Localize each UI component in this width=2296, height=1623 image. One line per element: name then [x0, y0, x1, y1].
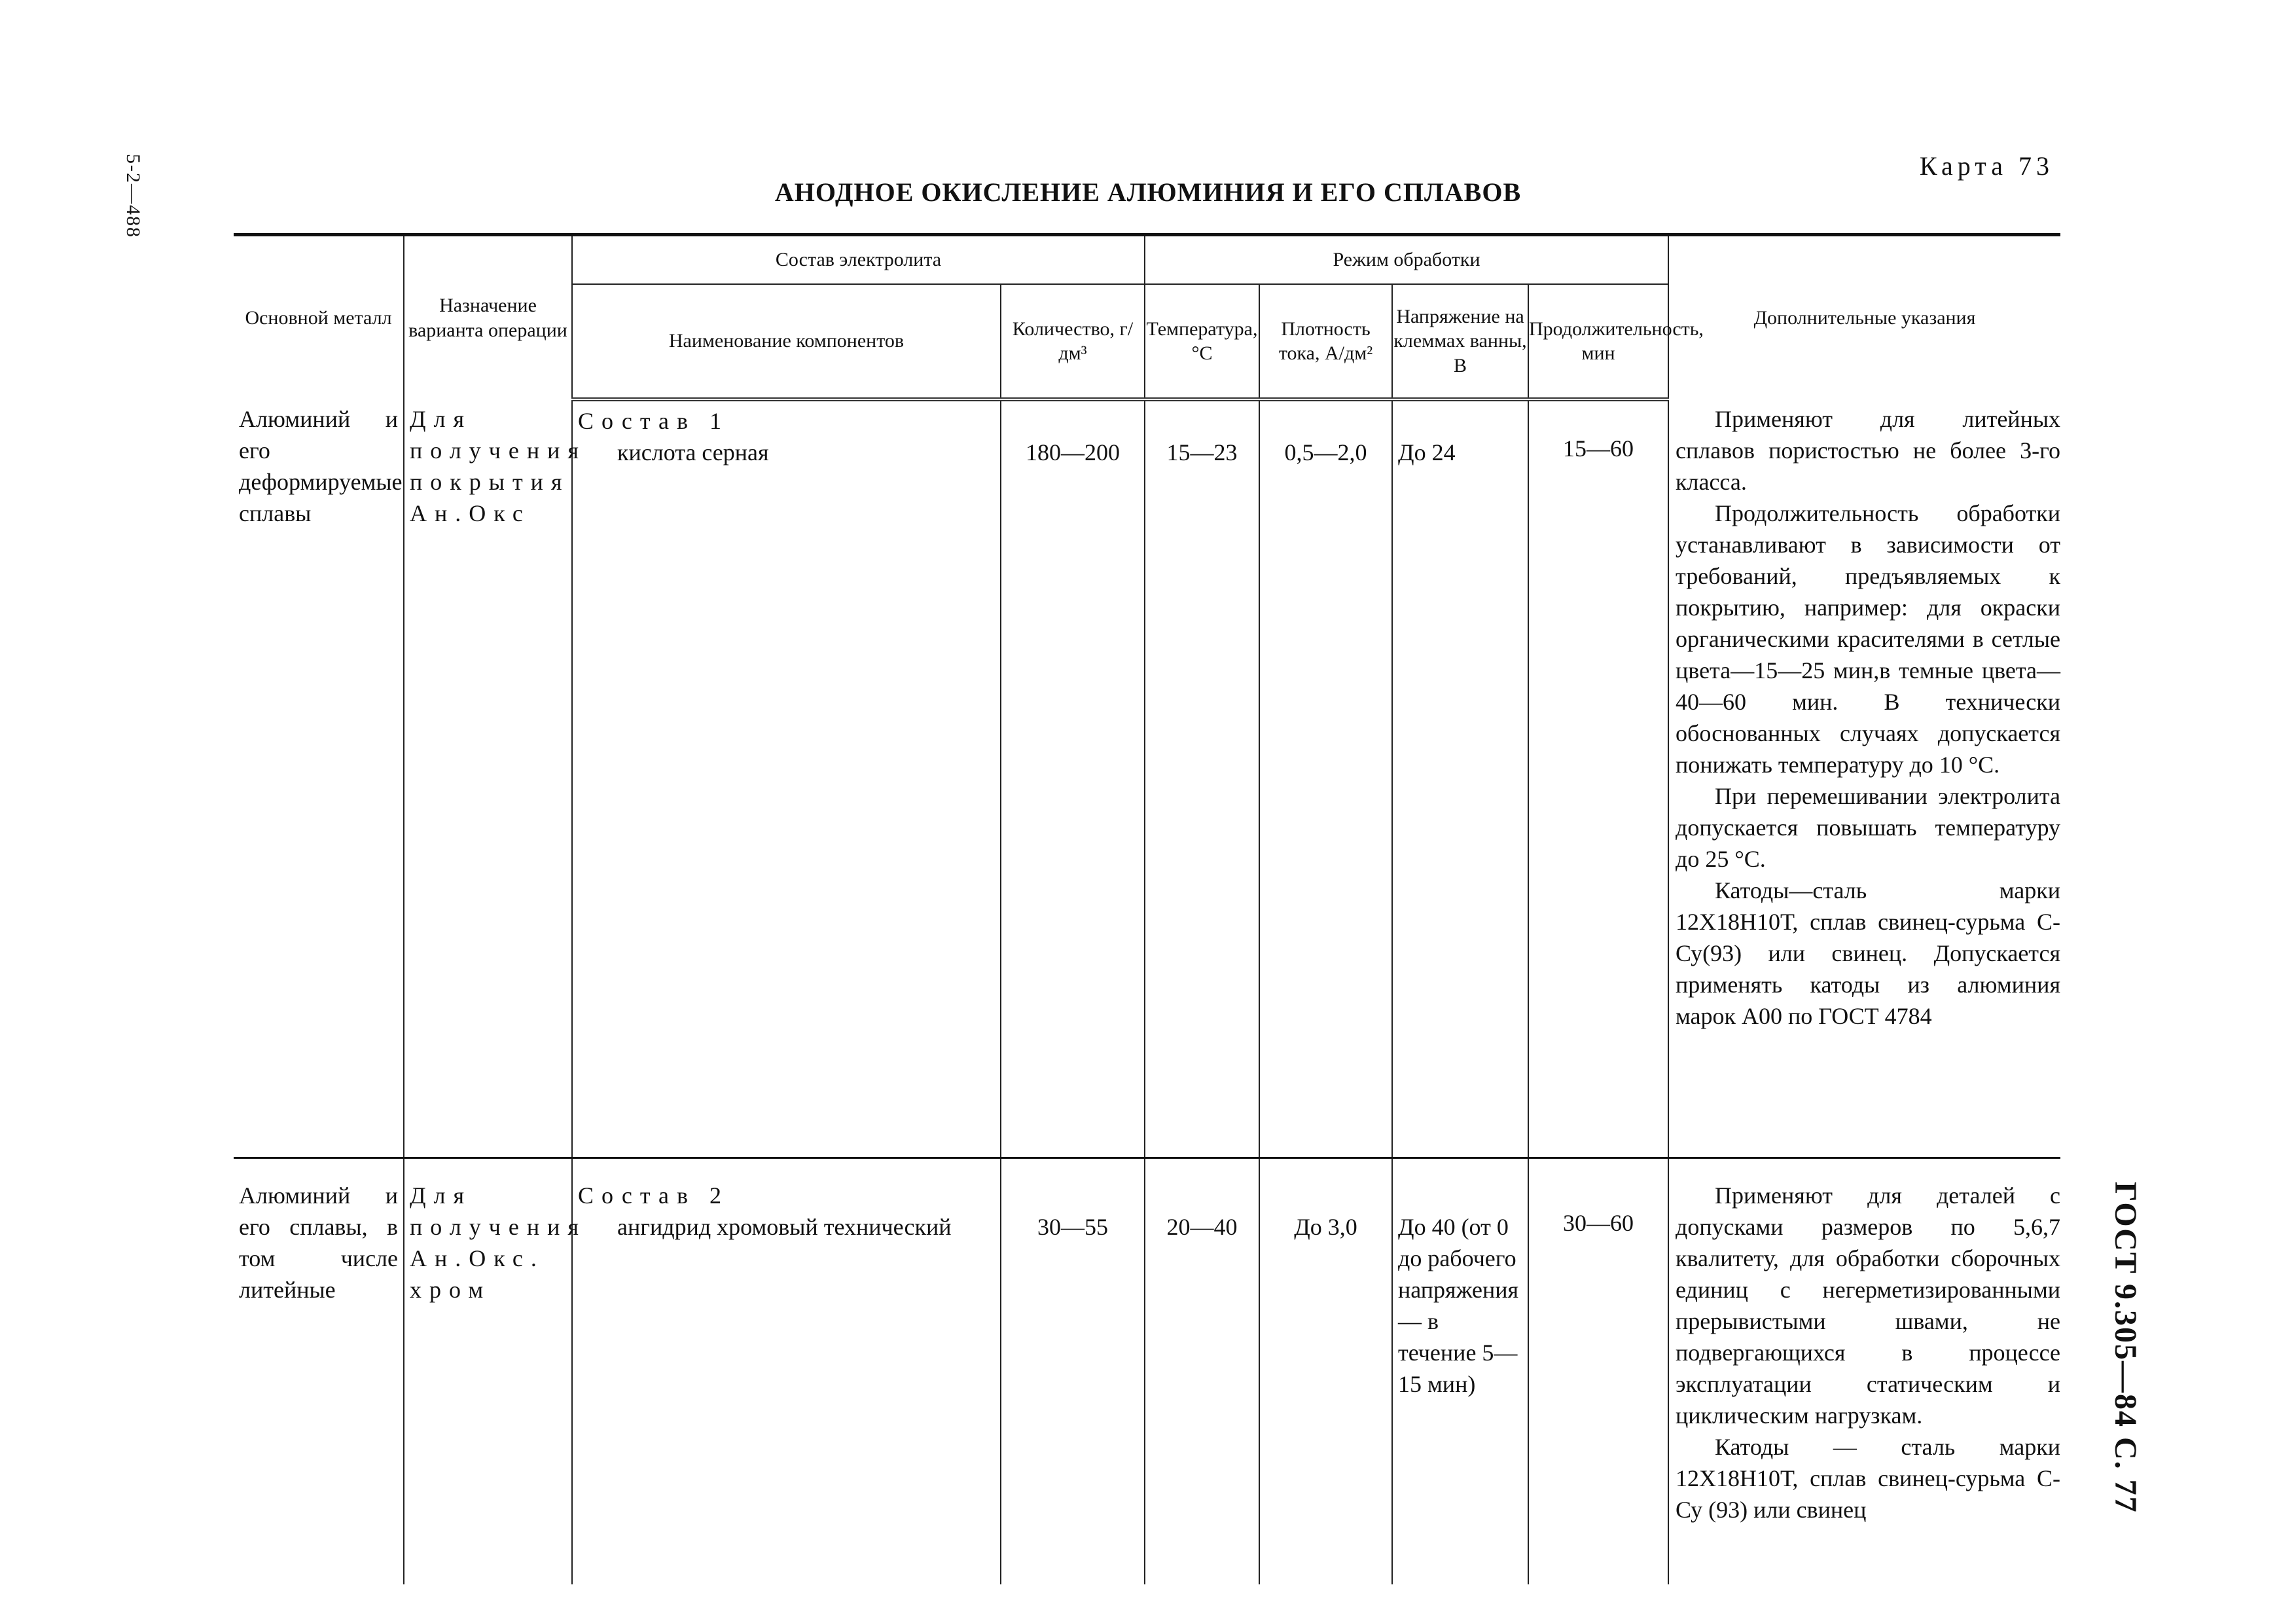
component-name: кислота серная [617, 439, 769, 465]
card-number: Карта 73 [1919, 151, 2054, 181]
table-row [234, 399, 2060, 1158]
row-composition [572, 1158, 1001, 1585]
table-row [234, 1158, 2060, 1585]
header-purpose: Назначение варианта операции [404, 235, 572, 400]
header-electrolyte-group: Состав электролита [572, 235, 1145, 285]
row-duration: 30—60 [1528, 1158, 1668, 1585]
header-quantity: Количество, г/дм³ [1001, 284, 1145, 399]
row-quantity: 180—200 [1001, 399, 1145, 1158]
row-metal: Алюминий и его деформируемые сплавы [234, 399, 404, 1158]
composition-label: Состав 1 [578, 408, 730, 434]
header-notes: Дополнительные указания [1668, 235, 2060, 400]
row-notes [1668, 399, 2060, 1158]
header-voltage: Напряжение на клеммах ванны, В [1392, 284, 1528, 399]
note-paragraph: Применяют для деталей с допусками размеров по 5,6,7 квалитету, для обработки сборочных единиц с негерметизированными прерывистыми швами, не подвергающихся в процессе эксплуатации статическим и циклическим нагрузкам. [1676, 1182, 2061, 1429]
row-temperature: 15—23 [1145, 399, 1259, 1158]
row-voltage: До 24 [1392, 399, 1528, 1158]
note-paragraph: Катоды — сталь марки 12Х18Н10Т, сплав свинец-сурьма С-Су (93) или свинец [1676, 1434, 2061, 1523]
row-temperature: 20—40 [1145, 1158, 1259, 1585]
header-mode-group: Режим обработки [1145, 235, 1668, 285]
header-component-name: Наименование компонентов [572, 284, 1001, 399]
header-current-density: Плотность тока, А/дм² [1259, 284, 1392, 399]
header-metal: Основной металл [234, 235, 404, 400]
row-composition [572, 399, 1001, 1158]
row-current-density: 0,5—2,0 [1259, 399, 1392, 1158]
row-quantity: 30—55 [1001, 1158, 1145, 1585]
note-paragraph: Применяют для литейных сплавов пористостью не более 3-го класса. [1676, 406, 2061, 495]
side-page-code: 5-2—488 [122, 154, 144, 238]
row-metal: Алюминий и его сплавы, в том числе литейные [234, 1158, 404, 1585]
component-name: ангидрид хромовый технический [617, 1214, 952, 1240]
row-voltage: До 40 (от 0 до рабочего напряжения — в течение 5—15 мин) [1392, 1158, 1528, 1585]
process-card-table [234, 233, 2060, 1584]
header-duration: Продолжительность, мин [1528, 284, 1668, 399]
row-duration: 15—60 [1528, 399, 1668, 1158]
header-temperature: Температура, °С [1145, 284, 1259, 399]
row-notes [1668, 1158, 2060, 1585]
composition-label: Состав 2 [578, 1182, 730, 1209]
note-paragraph: Продолжительность обработки устанавливают в зависимости от требований, предъявляемых к покрытию, например: для окраски органическими красителями в сетлые цвета—15—25 мин,в темные цвета—40—60 мин. В технически обоснованных случаях допускается понижать температуру до 10 °С. [1676, 500, 2061, 778]
row-current-density: До 3,0 [1259, 1158, 1392, 1585]
row-purpose: Для получения Ан.Окс. хром [404, 1158, 572, 1585]
note-paragraph: Катоды—сталь марки 12Х18Н10Т, сплав свинец-сурьма С-Су(93) или свинец. Допускается применять катоды из алюминия марок А00 по ГОСТ 4784 [1676, 877, 2061, 1029]
standard-reference: ГОСТ 9.305—84 С. 77 [2108, 1182, 2143, 1514]
page-title: АНОДНОЕ ОКИСЛЕНИЕ АЛЮМИНИЯ И ЕГО СПЛАВОВ [774, 177, 1522, 207]
note-paragraph: При перемешивании электролита допускается повышать температуру до 25 °С. [1676, 783, 2061, 872]
row-purpose: Для получения покрытия Ан.Окс [404, 399, 572, 1158]
